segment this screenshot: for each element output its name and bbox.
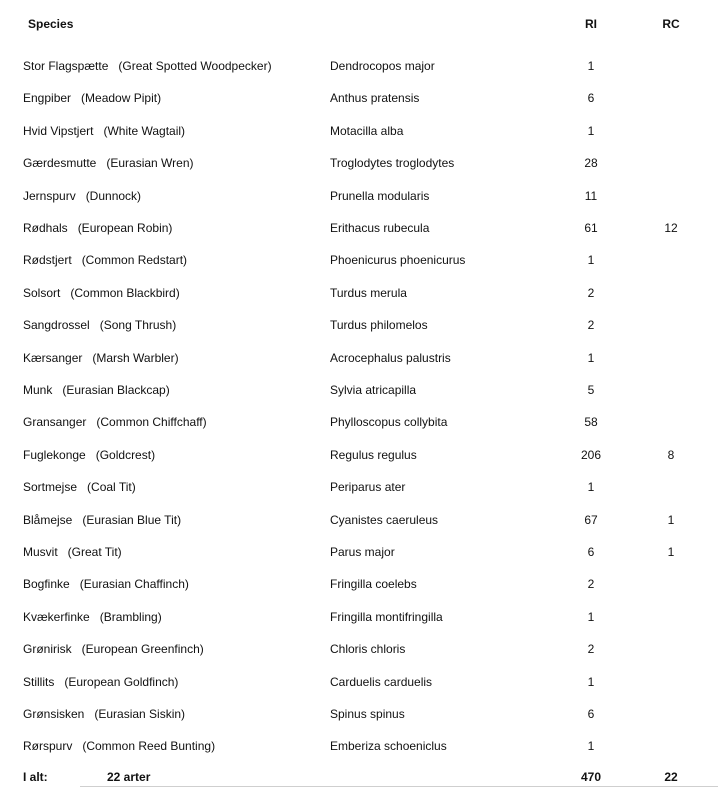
- danish-name: Stillits: [23, 674, 55, 689]
- totals-row: [0, 769, 718, 785]
- english-name: (Goldcrest): [95, 447, 156, 462]
- english-name: (Eurasian Blackcap): [62, 383, 170, 397]
- english-name: (Eurasian Wren): [106, 156, 194, 171]
- table-row: [0, 512, 718, 528]
- latin-name-cell: Phylloscopus collybita: [330, 415, 448, 430]
- table-row: [0, 706, 718, 722]
- danish-name: Grønirisk: [23, 642, 72, 657]
- ri-cell: 67: [584, 512, 598, 527]
- ri-cell: 1: [587, 350, 595, 365]
- danish-name: Sortmejse: [23, 480, 78, 495]
- latin-name-cell: Cyanistes caeruleus: [330, 512, 439, 527]
- danish-name: Rødstjert: [23, 253, 72, 268]
- species-name-cell: [23, 641, 204, 657]
- danish-name: Rødhals: [23, 221, 68, 235]
- species-name-cell: [23, 414, 207, 430]
- latin-name-cell: Dendrocopos major: [330, 59, 435, 73]
- ri-cell: 2: [587, 642, 595, 657]
- english-name: (Eurasian Blue Tit): [82, 512, 182, 527]
- latin-name-cell: Spinus spinus: [330, 707, 405, 721]
- danish-name: Fuglekonge: [23, 447, 86, 462]
- ri-cell: 58: [584, 415, 598, 430]
- english-name: (Great Tit): [67, 545, 122, 559]
- english-name: (Brambling): [99, 609, 162, 624]
- species-name-cell: [23, 706, 185, 722]
- danish-name: Stor Flagspætte: [23, 59, 109, 73]
- species-name-cell: [23, 252, 187, 268]
- table-row: [0, 576, 718, 592]
- table-row: [0, 414, 718, 430]
- english-name: (Song Thrush): [99, 318, 177, 333]
- latin-name-cell: Phoenicurus phoenicurus: [330, 253, 466, 268]
- species-name-cell: [23, 382, 170, 398]
- danish-name: Blåmejse: [23, 512, 73, 527]
- danish-name: Gærdesmutte: [23, 156, 97, 171]
- ri-cell: 1: [587, 739, 595, 754]
- rc-cell: 12: [664, 221, 678, 235]
- ri-cell: 61: [584, 221, 598, 235]
- table-row: [0, 641, 718, 657]
- species-name-cell: [23, 609, 162, 625]
- english-name: (Eurasian Chaffinch): [79, 577, 189, 592]
- english-name: (Coal Tit): [87, 480, 136, 495]
- table-row: [0, 350, 718, 366]
- table-row: [0, 155, 718, 171]
- totals-label: I alt:: [23, 770, 48, 784]
- species-name-cell: [23, 285, 180, 301]
- ri-cell: 6: [587, 545, 595, 559]
- latin-name-cell: Motacilla alba: [330, 123, 404, 138]
- english-name: (Marsh Warbler): [92, 350, 179, 365]
- species-name-cell: [23, 576, 189, 592]
- table-row: [0, 674, 718, 690]
- ri-cell: 6: [587, 707, 595, 721]
- table-row: [0, 382, 718, 398]
- latin-name-cell: Turdus merula: [330, 285, 407, 300]
- species-name-cell: [23, 317, 176, 333]
- table-row: [0, 738, 718, 754]
- latin-name-cell: Erithacus rubecula: [330, 221, 430, 235]
- danish-name: Kærsanger: [23, 350, 83, 365]
- latin-name-cell: Fringilla coelebs: [330, 577, 417, 592]
- table-row: [0, 123, 718, 139]
- english-name: (Common Blackbird): [70, 285, 180, 300]
- english-name: (White Wagtail): [103, 123, 186, 138]
- danish-name: Engpiber: [23, 91, 72, 106]
- rc-cell: 1: [667, 545, 675, 559]
- latin-name-cell: Troglodytes troglodytes: [330, 156, 455, 171]
- species-name-cell: [23, 155, 194, 171]
- danish-name: Musvit: [23, 545, 58, 559]
- species-name-cell: [23, 350, 179, 366]
- species-name-cell: [23, 512, 181, 528]
- latin-name-cell: Emberiza schoeniclus: [330, 739, 447, 754]
- danish-name: Hvid Vipstjert: [23, 123, 94, 138]
- table-row: [0, 285, 718, 301]
- latin-name-cell: Parus major: [330, 545, 395, 559]
- ri-cell: 2: [587, 318, 595, 333]
- danish-name: Grønsisken: [23, 707, 85, 721]
- ri-cell: 1: [587, 59, 595, 73]
- species-name-cell: [23, 479, 136, 495]
- latin-name-cell: Sylvia atricapilla: [330, 383, 417, 397]
- latin-name-cell: Prunella modularis: [330, 188, 430, 203]
- species-name-cell: [23, 674, 178, 690]
- english-name: (European Goldfinch): [64, 674, 179, 689]
- rc-cell: 1: [667, 512, 675, 527]
- ri-cell: 1: [587, 674, 595, 689]
- ri-cell: 1: [587, 123, 595, 138]
- latin-name-cell: Turdus philomelos: [330, 318, 428, 333]
- english-name: (Great Spotted Woodpecker): [118, 59, 272, 73]
- danish-name: Gransanger: [23, 415, 87, 430]
- danish-name: Jernspurv: [23, 188, 76, 203]
- english-name: (European Greenfinch): [81, 642, 204, 657]
- english-name: (Common Reed Bunting): [82, 739, 216, 754]
- totals-rc: 22: [664, 770, 678, 784]
- latin-name-cell: Acrocephalus palustris: [330, 350, 451, 365]
- table-row: [0, 252, 718, 268]
- rc-column-header: RC: [662, 17, 680, 31]
- ri-column-header: RI: [585, 17, 597, 31]
- ri-cell: 206: [580, 447, 602, 462]
- totals-ri: 470: [580, 770, 602, 784]
- danish-name: Kvækerfinke: [23, 609, 90, 624]
- latin-name-cell: Regulus regulus: [330, 447, 417, 462]
- species-name-cell: [23, 188, 141, 204]
- table-row: [0, 447, 718, 463]
- table-row: [0, 220, 718, 236]
- danish-name: Solsort: [23, 285, 61, 300]
- english-name: (Meadow Pipit): [81, 91, 162, 106]
- species-name-cell: [23, 90, 161, 106]
- rc-cell: 8: [667, 447, 675, 462]
- ri-cell: 1: [587, 480, 595, 495]
- ri-cell: 11: [584, 188, 598, 203]
- species-name-cell: [23, 544, 122, 560]
- ri-cell: 6: [587, 91, 595, 106]
- table-row: [0, 188, 718, 204]
- danish-name: Munk: [23, 383, 53, 397]
- latin-name-cell: Carduelis carduelis: [330, 674, 433, 689]
- english-name: (Eurasian Siskin): [94, 707, 186, 721]
- species-name-cell: [23, 738, 215, 754]
- table-row: [0, 544, 718, 560]
- english-name: (Common Redstart): [81, 253, 188, 268]
- latin-name-cell: Anthus pratensis: [330, 91, 420, 106]
- ri-cell: 28: [584, 156, 598, 171]
- danish-name: Sangdrossel: [23, 318, 90, 333]
- table-row: [0, 609, 718, 625]
- bottom-divider: [80, 786, 718, 787]
- danish-name: Rørspurv: [23, 739, 73, 754]
- totals-species-count: 22 arter: [107, 770, 151, 784]
- species-name-cell: [23, 220, 172, 236]
- table-row: [0, 90, 718, 106]
- table-header: [0, 17, 718, 33]
- species-name-cell: [23, 123, 185, 139]
- danish-name: Bogfinke: [23, 577, 70, 592]
- english-name: (Common Chiffchaff): [96, 415, 207, 430]
- species-name-cell: [23, 58, 272, 74]
- latin-name-cell: Periparus ater: [330, 480, 406, 495]
- table-row: [0, 317, 718, 333]
- ri-cell: 2: [587, 577, 595, 592]
- english-name: (European Robin): [77, 221, 173, 235]
- table-row: [0, 58, 718, 74]
- ri-cell: 1: [587, 253, 595, 268]
- latin-name-cell: Chloris chloris: [330, 642, 406, 657]
- ri-cell: 5: [587, 383, 595, 397]
- species-name-cell: [23, 447, 155, 463]
- species-column-header: Species: [28, 17, 74, 31]
- ri-cell: 2: [587, 285, 595, 300]
- table-row: [0, 479, 718, 495]
- english-name: (Dunnock): [85, 188, 142, 203]
- latin-name-cell: Fringilla montifringilla: [330, 609, 443, 624]
- ri-cell: 1: [587, 609, 595, 624]
